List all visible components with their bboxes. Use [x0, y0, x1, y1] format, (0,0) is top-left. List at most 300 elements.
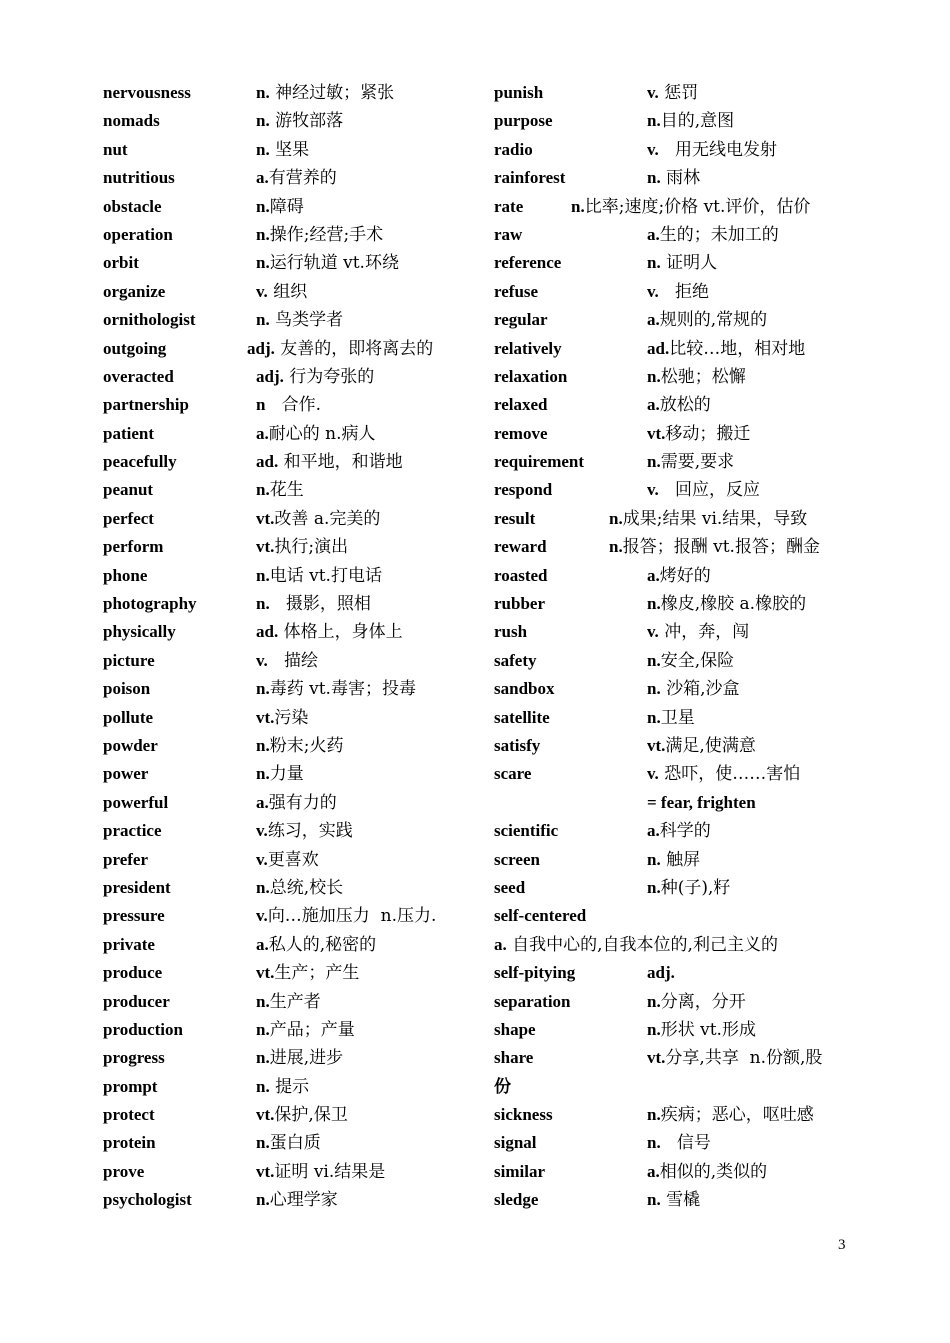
vocab-entry: [494, 1101, 884, 1129]
definition-text: 毒药 vt.毒害；投毒: [269, 679, 416, 700]
vocab-entry: [103, 590, 483, 618]
vocab-entry: [494, 420, 884, 448]
entry-word: president: [103, 877, 171, 897]
vocab-entry: [103, 1016, 483, 1044]
part-of-speech: v.: [256, 906, 268, 926]
definition-text: 更喜欢: [267, 849, 319, 870]
part-of-speech: a.: [647, 310, 660, 330]
vocab-entry: [494, 448, 884, 476]
entry-word: physically: [103, 622, 176, 642]
vocab-entry: [103, 476, 483, 504]
entry-definition: [256, 846, 319, 874]
entry-definition: [256, 278, 307, 306]
entry-definition: [647, 420, 750, 448]
entry-definition: [647, 136, 777, 164]
entry-definition: [256, 1186, 338, 1214]
entry-definition: [647, 988, 746, 1016]
entry-definition: [256, 988, 321, 1016]
vocab-entry: [494, 363, 884, 391]
part-of-speech: adj.: [247, 338, 275, 358]
entry-definition: [647, 391, 711, 419]
part-of-speech: n.: [256, 594, 270, 614]
part-of-speech: n.: [647, 253, 661, 273]
definition-text: 卫星: [660, 707, 695, 728]
definition-text: 自我中心的,自我本位的,利己主义的: [506, 934, 778, 955]
entry-definition: [256, 391, 321, 419]
vocab-entry: [494, 79, 884, 107]
entry-definition: [256, 1129, 321, 1157]
entry-word: regular: [494, 310, 548, 330]
definition-text: 冲，奔，闯: [658, 622, 750, 643]
entry-word: purpose: [494, 111, 553, 131]
entry-word: prefer: [103, 849, 148, 869]
definition-text: 安全,保险: [660, 650, 735, 671]
vocab-entry: [494, 476, 884, 504]
entry-word: shape: [494, 1019, 536, 1039]
entry-word: safety: [494, 650, 537, 670]
entry-definition: [256, 533, 348, 561]
entry-definition: [256, 1073, 309, 1101]
definition-text: 运行轨道 vt.环绕: [269, 253, 399, 274]
vocab-entry: [103, 164, 483, 192]
definition-text: 保护,保卫: [274, 1105, 348, 1126]
entry-definition: [256, 306, 343, 334]
vocab-entry: [103, 846, 483, 874]
entry-definition: [647, 959, 675, 987]
part-of-speech: a.: [647, 565, 660, 585]
entry-word: result: [494, 508, 536, 528]
vocab-entry: [103, 391, 483, 419]
entry-definition: [256, 136, 309, 164]
vocab-entry: [103, 221, 483, 249]
entry-definition: [647, 164, 700, 192]
entry-word: perfect: [103, 508, 154, 528]
vocab-entry: [103, 931, 483, 959]
part-of-speech: n.: [256, 1133, 270, 1153]
vocab-entry: [494, 136, 884, 164]
entry-definition: [256, 789, 337, 817]
entry-word: progress: [103, 1048, 165, 1068]
entry-word: share: [494, 1048, 534, 1068]
definition-text: 松驰；松懈: [660, 366, 746, 387]
part-of-speech: v.: [647, 281, 659, 301]
part-of-speech: vt.: [256, 1105, 275, 1125]
definition-text: 触屏: [660, 849, 701, 870]
entry-word: relaxation: [494, 366, 568, 386]
vocab-entry: [494, 306, 884, 334]
definition-text: 进展,进步: [269, 1048, 344, 1069]
part-of-speech: n.: [256, 196, 270, 216]
entry-word: satellite: [494, 707, 550, 727]
vocab-entry: [494, 760, 884, 788]
entry-definition: [256, 959, 359, 987]
entry-word: psychologist: [103, 1190, 192, 1210]
entry-word: peacefully: [103, 452, 177, 472]
part-of-speech: n.: [256, 991, 270, 1011]
entry-word: pressure: [103, 906, 165, 926]
definition-text: 总统,校长: [269, 877, 344, 898]
definition-text: 比率;速度;价格 vt.评价，估价: [584, 196, 811, 217]
definition-text: 生产；产生: [274, 963, 360, 984]
vocab-entry: [494, 1016, 884, 1044]
entry-definition: [256, 590, 371, 618]
entry-word: requirement: [494, 452, 585, 472]
entry-definition: [647, 675, 740, 703]
definition-text: 雪橇: [660, 1190, 701, 1211]
definition-text: 恐吓，使……害怕: [658, 764, 801, 785]
entry-definition: [256, 476, 304, 504]
entry-word: scare: [494, 764, 532, 784]
entry-definition: [256, 1044, 343, 1072]
entry-definition: [647, 562, 711, 590]
part-of-speech: vt.: [647, 423, 666, 443]
definition-text: 练习，实践: [267, 821, 353, 842]
entry-definition: [647, 789, 756, 817]
entry-word: prove: [103, 1161, 145, 1181]
part-of-speech: n.: [256, 565, 270, 585]
entry-word: roasted: [494, 565, 548, 585]
entry-definition: [256, 618, 403, 646]
part-of-speech: n.: [647, 1133, 661, 1153]
vocab-entry: [103, 363, 483, 391]
vocab-entry: [494, 789, 884, 817]
entry-definition: [256, 931, 376, 959]
entry-definition: [647, 221, 779, 249]
entry-word: sickness: [494, 1105, 553, 1125]
entry-definition: [647, 590, 806, 618]
entry-definition: [256, 732, 343, 760]
entry-definition: [647, 817, 711, 845]
entry-word: satisfy: [494, 735, 541, 755]
vocab-entry: [103, 136, 483, 164]
vocab-entry: [103, 1044, 483, 1072]
entry-word: picture: [103, 650, 155, 670]
definition-text: 惩罚: [658, 83, 699, 103]
definition-text: 提示: [269, 1076, 310, 1097]
definition-text: 信号: [660, 1133, 711, 1154]
vocab-entry: [103, 533, 483, 561]
entry-word: protect: [103, 1105, 155, 1125]
definition-text: 证明人: [660, 253, 718, 274]
entry-word: obstacle: [103, 196, 162, 216]
entry-word: 份: [494, 1076, 511, 1096]
part-of-speech: n.: [647, 877, 661, 897]
entry-word: rate: [494, 196, 524, 216]
definition-text: 有营养的: [268, 168, 337, 189]
definition-text: 游牧部落: [269, 111, 344, 132]
entry-word: relatively: [494, 338, 562, 358]
entry-definition: [256, 704, 308, 732]
vocab-entry: [494, 1158, 884, 1186]
entry-word: produce: [103, 963, 163, 983]
vocab-entry: [494, 335, 884, 363]
part-of-speech: n: [256, 395, 266, 415]
vocab-entry: [494, 278, 884, 306]
definition-text: 移动；搬迁: [665, 423, 751, 444]
entry-word: screen: [494, 849, 540, 869]
definition-text: 放松的: [659, 395, 711, 416]
definition-text: 描绘: [267, 650, 319, 671]
entry-definition: [647, 1044, 822, 1072]
definition-text: 形状 vt.形成: [660, 1019, 756, 1040]
definition-text: 执行;演出: [274, 537, 349, 558]
entry-definition: [647, 1101, 814, 1129]
part-of-speech: n.: [256, 224, 270, 244]
entry-word: pollute: [103, 707, 154, 727]
definition-text: 规则的,常规的: [659, 310, 768, 331]
definition-text: 疾病；恶心，呕吐感: [660, 1105, 814, 1126]
entry-definition: [494, 931, 778, 959]
entry-word: self-pitying: [494, 963, 576, 983]
entry-word: photography: [103, 594, 197, 614]
part-of-speech: n.: [256, 83, 270, 102]
entry-definition: [647, 476, 760, 504]
entry-word: protein: [103, 1133, 156, 1153]
entry-definition: [256, 249, 399, 277]
entry-word: power: [103, 764, 149, 784]
part-of-speech: n.: [256, 877, 270, 897]
definition-text: 组织: [267, 281, 308, 302]
entry-word: powder: [103, 735, 158, 755]
vocab-entry: [103, 249, 483, 277]
definition-text: 用无线电发射: [658, 139, 778, 160]
part-of-speech: n.: [256, 111, 270, 131]
vocab-entry: [494, 1186, 884, 1214]
entry-word: perform: [103, 537, 164, 557]
definition-text: 蛋白质: [269, 1133, 321, 1154]
entry-definition: [256, 448, 403, 476]
left-column: [103, 79, 483, 1215]
entry-word: nutritious: [103, 168, 175, 188]
part-of-speech: a.: [494, 934, 507, 954]
vocab-entry: [103, 817, 483, 845]
entry-word: respond: [494, 480, 553, 500]
entry-word: rubber: [494, 594, 545, 614]
part-of-speech: ad.: [256, 622, 279, 642]
vocab-entry: [494, 193, 884, 221]
part-of-speech: n.: [647, 366, 661, 386]
entry-definition: [647, 306, 767, 334]
entry-word: seed: [494, 877, 526, 897]
part-of-speech: n.: [256, 139, 270, 159]
part-of-speech: n.: [647, 650, 661, 670]
vocab-entry: [494, 533, 884, 561]
part-of-speech: n.: [256, 764, 270, 784]
vocab-entry: [494, 732, 884, 760]
entry-word: scientific: [494, 821, 559, 841]
vocab-entry: [103, 1129, 483, 1157]
entry-word: operation: [103, 224, 173, 244]
part-of-speech: n.: [647, 452, 661, 472]
definition-text: 污染: [274, 707, 309, 728]
part-of-speech: n.: [609, 508, 623, 528]
entry-word: reward: [494, 537, 547, 557]
definition-text: 相似的,类似的: [659, 1161, 768, 1182]
entry-word: poison: [103, 679, 151, 699]
vocab-entry: [494, 959, 884, 987]
definition-text: 电话 vt.打电话: [269, 565, 382, 586]
vocab-entry: [103, 704, 483, 732]
page-number: 3: [838, 1237, 846, 1253]
part-of-speech: vt.: [256, 707, 275, 727]
definition-text: 向…施加压力 n.压力.: [267, 906, 437, 927]
part-of-speech: n.: [571, 196, 585, 216]
entry-definition: [256, 902, 436, 930]
part-of-speech: vt.: [256, 537, 275, 557]
entry-word: nomads: [103, 111, 160, 131]
part-of-speech: vt.: [256, 1161, 275, 1181]
entry-definition: [571, 193, 810, 221]
vocab-entry: [494, 846, 884, 874]
part-of-speech: v.: [647, 480, 659, 500]
vocab-entry: [494, 164, 884, 192]
part-of-speech: a.: [647, 395, 660, 415]
vocab-entry: [103, 1073, 483, 1101]
definition-text: 分享,共享 n.份额,股: [665, 1048, 823, 1069]
part-of-speech: vt.: [256, 508, 275, 528]
entry-word: producer: [103, 991, 170, 1011]
entry-word: remove: [494, 423, 548, 443]
entry-word: nervousness: [103, 83, 191, 102]
part-of-speech: vt.: [256, 963, 275, 983]
entry-definition: [647, 874, 730, 902]
definition-text: 花生: [269, 480, 304, 501]
part-of-speech: n.: [647, 111, 661, 131]
vocab-entry: [494, 902, 884, 930]
entry-word: outgoing: [103, 338, 167, 358]
part-of-speech: a.: [647, 224, 660, 244]
vocab-entry: [103, 732, 483, 760]
part-of-speech: v.: [256, 821, 268, 841]
entry-word: production: [103, 1019, 183, 1039]
vocab-entry: [494, 618, 884, 646]
part-of-speech: n.: [256, 1019, 270, 1039]
part-of-speech: n.: [647, 1105, 661, 1125]
definition-text: 产品；产量: [269, 1019, 355, 1040]
part-of-speech: a.: [647, 1161, 660, 1181]
part-of-speech: = fear, frighten: [647, 792, 756, 812]
definition-text: 橡皮,橡胶 a.橡胶的: [660, 594, 807, 615]
vocab-entry: [103, 760, 483, 788]
definition-text: 体格上，身体上: [278, 622, 403, 643]
part-of-speech: n.: [647, 168, 661, 188]
entry-definition: [256, 1158, 385, 1186]
entry-definition: [609, 505, 807, 533]
vocab-entry: [494, 590, 884, 618]
entry-word: peanut: [103, 480, 154, 500]
part-of-speech: n.: [256, 1190, 270, 1210]
entry-definition: [647, 335, 805, 363]
part-of-speech: n.: [256, 480, 270, 500]
part-of-speech: n.: [609, 537, 623, 557]
definition-text: 行为夸张的: [283, 366, 375, 387]
vocab-entry: [103, 789, 483, 817]
part-of-speech: n.: [256, 735, 270, 755]
definition-text: 回应，反应: [658, 480, 761, 501]
definition-text: 障碍: [269, 196, 304, 217]
vocab-entry: [103, 193, 483, 221]
entry-definition: [647, 647, 734, 675]
vocab-entry: [494, 874, 884, 902]
entry-definition: [256, 193, 304, 221]
entry-definition: [647, 448, 734, 476]
part-of-speech: ad.: [256, 452, 279, 472]
part-of-speech: n.: [256, 253, 270, 273]
entry-word: self-centered: [494, 906, 587, 926]
entry-word: refuse: [494, 281, 539, 301]
entry-word: orbit: [103, 253, 139, 273]
definition-text: 需要,要求: [660, 452, 735, 473]
part-of-speech: n.: [256, 1076, 270, 1096]
entry-word: radio: [494, 139, 533, 159]
entry-definition: [256, 1101, 348, 1129]
entry-word: phone: [103, 565, 148, 585]
vocab-entry: [103, 278, 483, 306]
entry-definition: [647, 846, 700, 874]
entry-definition: [247, 335, 433, 363]
part-of-speech: n.: [256, 1048, 270, 1068]
entry-word: raw: [494, 224, 523, 244]
entry-definition: [647, 1129, 711, 1157]
part-of-speech: v.: [647, 83, 659, 102]
definition-text: 雨林: [660, 168, 701, 189]
definition-text: 摄影，照相: [269, 594, 371, 615]
entry-definition: [609, 533, 820, 561]
entry-definition: [256, 420, 376, 448]
entry-definition: [647, 1158, 767, 1186]
part-of-speech: v.: [647, 622, 659, 642]
part-of-speech: a.: [256, 934, 269, 954]
vocab-entry: [103, 902, 483, 930]
part-of-speech: v.: [256, 650, 268, 670]
definition-text: 分离，分开: [660, 991, 746, 1012]
entry-definition: [647, 760, 800, 788]
part-of-speech: v.: [647, 764, 659, 784]
vocab-entry: [494, 817, 884, 845]
vocab-entry: [494, 675, 884, 703]
part-of-speech: v.: [256, 849, 268, 869]
vocab-entry: [103, 618, 483, 646]
definition-text: 生产者: [269, 991, 321, 1012]
vocab-entry: [494, 1044, 884, 1072]
part-of-speech: a.: [256, 423, 269, 443]
vocab-entry: [103, 505, 483, 533]
part-of-speech: n.: [647, 1019, 661, 1039]
entry-definition: [256, 107, 343, 135]
definition-text: 证明 vi.结果是: [274, 1161, 386, 1182]
vocab-entry: [103, 107, 483, 135]
part-of-speech: n.: [256, 679, 270, 699]
entry-word: punish: [494, 83, 544, 102]
vocab-entry: [494, 562, 884, 590]
vocab-entry: [494, 505, 884, 533]
entry-definition: [256, 675, 416, 703]
vocab-entry: [103, 562, 483, 590]
entry-definition: [256, 874, 343, 902]
definition-text: 成果;结果 vi.结果，导致: [622, 508, 808, 529]
entry-word: nut: [103, 139, 128, 159]
vocab-entry: [494, 221, 884, 249]
entry-word: separation: [494, 991, 571, 1011]
entry-word: rush: [494, 622, 528, 642]
entry-definition: [256, 79, 394, 107]
vocab-entry: [103, 420, 483, 448]
entry-word: partnership: [103, 395, 189, 415]
entry-word: organize: [103, 281, 166, 301]
entry-definition: [256, 760, 304, 788]
vocab-entry: [103, 79, 483, 107]
entry-word: reference: [494, 253, 562, 273]
